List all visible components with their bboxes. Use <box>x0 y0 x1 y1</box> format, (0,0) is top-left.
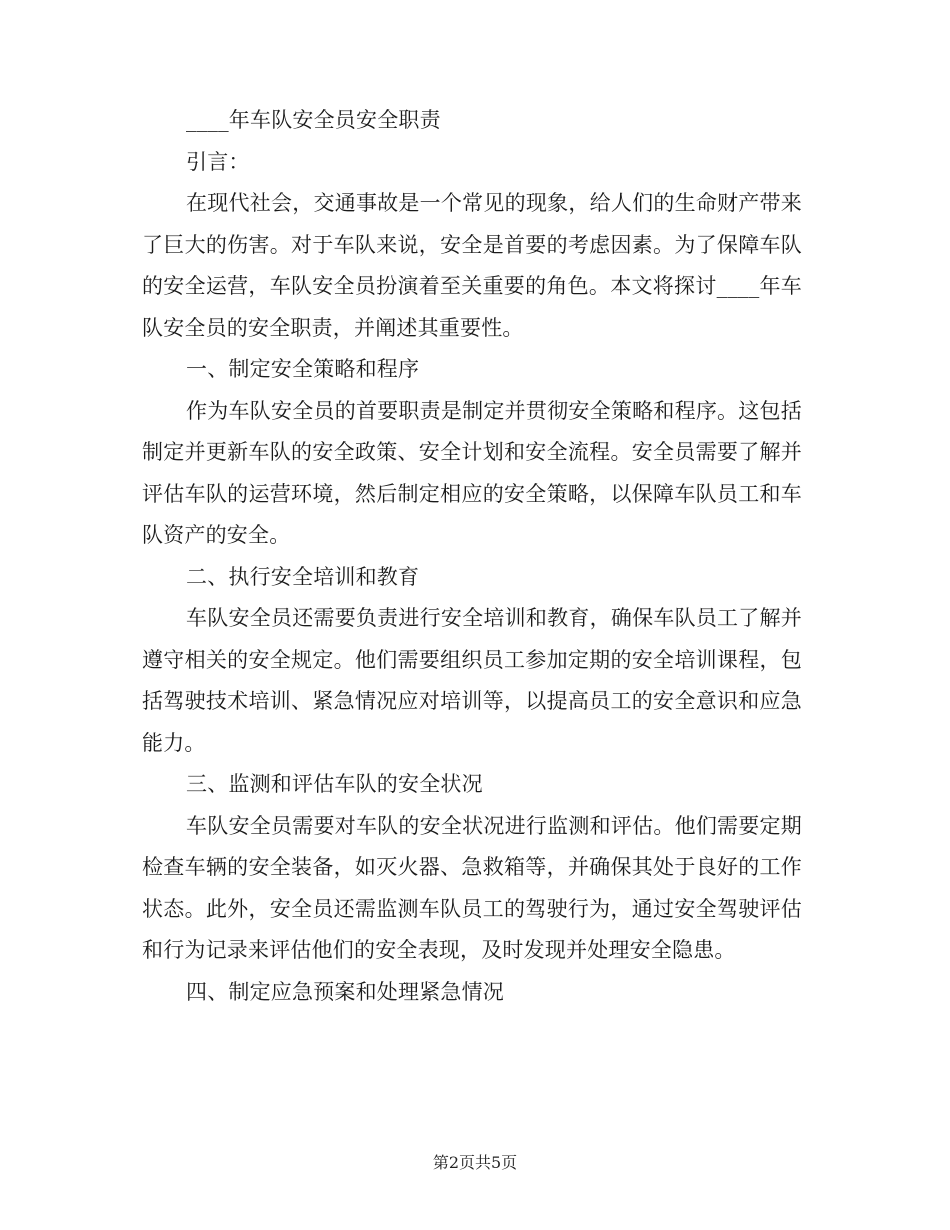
section-paragraph-3: 车队安全员需要对车队的安全状况进行监测和评估。他们需要定期检查车辆的安全装备，如灭火器、急救箱等，并确保其处于良好的工作状态。此外，安全员还需监测车队员工的驾驶行为，通过安全驾驶评估和行为记录来评估他们的安全表现，及时发现并处理安全隐患。 <box>142 813 802 962</box>
section-heading-4: 四、制定应急预案和处理紧急情况 <box>186 979 504 1004</box>
intro-heading: 引言： <box>186 149 250 174</box>
intro-paragraph: 在现代社会，交通事故是一个常见的现象，给人们的生命财产带来了巨大的伤害。对于车队来说，安全是首要的考虑因素。为了保障车队的安全运营，车队安全员扮演着至关重要的角色。本文将探讨____年车队安全员的安全职责，并阐述其重要性。 <box>142 191 802 340</box>
document-title: ____年车队安全员安全职责 <box>186 108 441 132</box>
section-paragraph-1: 作为车队安全员的首要职责是制定并贯彻安全策略和程序。这包括制定并更新车队的安全政策、安全计划和安全流程。安全员需要了解并评估车队的运营环境，然后制定相应的安全策略，以保障车队员工和车队资产的安全。 <box>142 398 802 547</box>
document-page <box>142 100 802 1013</box>
section-heading-2: 二、执行安全培训和教育 <box>186 564 420 589</box>
section-paragraph-2: 车队安全员还需要负责进行安全培训和教育，确保车队员工了解并遵守相关的安全规定。他们需要组织员工参加定期的安全培训课程，包括驾驶技术培训、紧急情况应对培训等，以提高员工的安全意识和应急能力。 <box>142 606 802 755</box>
section-heading-1: 一、制定安全策略和程序 <box>186 357 420 381</box>
section-heading-3: 三、监测和评估车队的安全状况 <box>186 772 483 796</box>
page-number-footer: 第2页共5页 <box>432 1153 518 1172</box>
